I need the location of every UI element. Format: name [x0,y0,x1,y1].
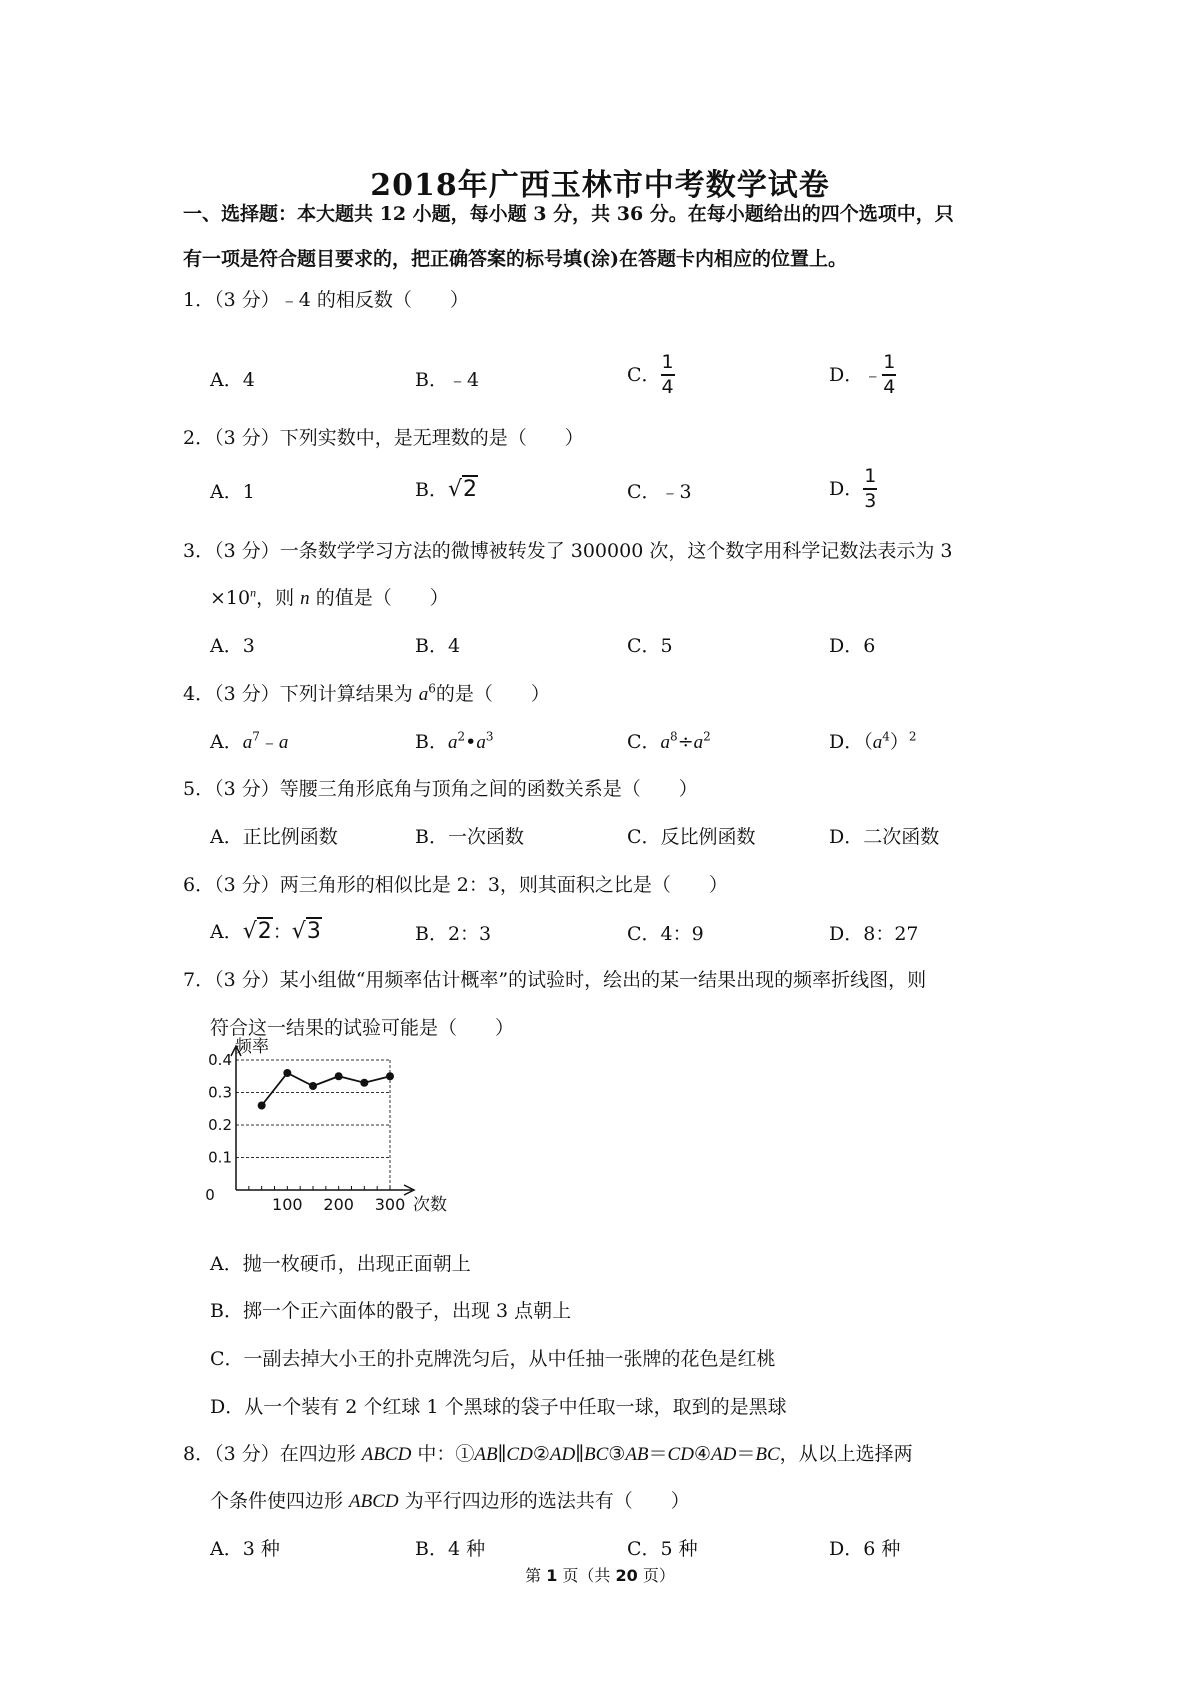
fraction: $\frac{1}{4}$ [883,351,896,398]
q4-option-b: B．$a^2•a^3$ [415,729,494,753]
y-tick-label: 0.4 [208,1051,232,1069]
y-tick-label: 0.3 [208,1083,232,1102]
origin-label: 0 [205,1186,215,1204]
q7-option-b: B．掷一个正六面体的骰子，出现 3 点朝上 [210,1300,572,1322]
q4-option-a: A．$a^7﹣a$ [210,729,289,753]
q3-option-c: C．5 [627,635,673,657]
frequency-line-chart [200,1037,447,1240]
data-point [309,1082,317,1090]
series-line [262,1073,390,1106]
sqrt-symbol: √2 [447,477,477,502]
question-6-stem: 6．（3 分）两三角形的相似比是 2：3，则其面积之比是（ ） [183,874,728,896]
data-point [335,1072,343,1080]
x-axis-label: 次数 [413,1195,447,1215]
q3-option-d: D．6 [829,635,876,657]
q6-option-d: D．8：27 [829,923,919,945]
q5-option-a: A．正比例函数 [210,826,338,848]
question-3-stem-line2: $\times 10^n$，则 n 的值是（ ） [210,585,449,609]
y-tick-label: 0.1 [208,1148,232,1167]
q1-option-b: B．﹣4 [415,369,480,391]
q4-option-c: C．$a^8\div a^2$ [627,729,711,753]
q8-option-d: D．6 种 [829,1538,901,1560]
question-3-stem-line1: 3．（3 分）一条数学学习方法的微博被转发了 300000 次，这个数字用科学记数法表示为 3 [183,540,953,562]
sqrt-symbol: √3 [291,919,321,944]
section-heading-line2: 有一项是符合题目要求的，把正确答案的标号填(涂)在答题卡内相应的位置上。 [183,248,847,270]
q5-option-b: B．一次函数 [415,826,524,848]
q1-option-c: C． $\frac{1}{4}$ [627,351,674,398]
q8-option-c: C．5 种 [627,1538,698,1560]
x-tick-label: 200 [323,1195,354,1214]
q2-option-c: C．﹣3 [627,481,692,503]
q6-option-c: C．4：9 [627,923,704,945]
q2-option-a: A．1 [210,481,255,503]
data-point [258,1102,266,1110]
question-7-stem-line1: 7．（3 分）某小组做“用频率估计概率”的试验时，绘出的某一结果出现的频率折线图，则 [183,969,927,991]
section-heading-line1: 一、选择题：本大题共 12 小题，每小题 3 分，共 36 分。在每小题给出的四个选项中，只 [183,203,954,225]
y-axis-label: 频率 [235,1037,269,1057]
question-2-stem: 2．（3 分）下列实数中，是无理数的是（ ） [183,427,584,449]
question-5-stem: 5．（3 分）等腰三角形底角与顶角之间的函数关系是（ ） [183,778,698,800]
q6-option-b: B．2：3 [415,923,492,945]
question-4-stem: 4．（3 分）下列计算结果为 $a^6$的是（ ） [183,681,550,705]
fraction: $\frac{1}{4}$ [661,351,674,398]
question-1-stem: 1．（3 分）﹣4 的相反数（ ） [183,289,469,311]
q7-option-d: D．从一个装有 2 个红球 1 个黑球的袋子中任取一球，取到的是黑球 [210,1396,787,1418]
data-point [386,1072,394,1080]
page-footer: 第 1 页（共 20 页） [525,1566,675,1585]
x-tick-label: 300 [374,1195,406,1214]
q8-option-b: B．4 种 [415,1538,486,1560]
sqrt-symbol: √2 [242,919,272,944]
q5-option-c: C．反比例函数 [627,826,756,848]
document-title: 2018年广西玉林市中考数学试卷 [370,168,830,203]
y-tick-label: 0.2 [208,1116,232,1134]
q7-option-c: C．一副去掉大小王的扑克牌洗匀后，从中任抽一张牌的花色是红桃 [210,1348,776,1370]
question-8-stem-line2: 个条件使四边形 ABCD 为平行四边形的选法共有（ ） [210,1490,690,1512]
q6-option-a: A．√2：√3 [210,919,321,944]
data-point [283,1069,291,1077]
q3-option-a: A．3 [210,635,255,657]
q1-option-d: D．﹣ $\frac{1}{4}$ [829,351,896,398]
x-tick-label: 100 [272,1195,303,1214]
q7-option-a: A．抛一枚硬币，出现正面朝上 [210,1253,471,1275]
q1-option-a: A．4 [210,369,255,391]
q5-option-d: D．二次函数 [829,826,940,848]
data-point [360,1079,368,1087]
fraction: $\frac{1}{3}$ [864,465,877,512]
q4-option-d: D．$(a^4)^2$ [829,729,917,753]
question-7-stem-line2: 符合这一结果的试验可能是（ ） [210,1017,515,1039]
q2-option-d: D． $\frac{1}{3}$ [829,465,877,512]
q8-option-a: A．3 种 [210,1538,280,1560]
q3-option-b: B．4 [415,635,461,657]
question-8-stem-line1: 8．（3 分）在四边形 ABCD 中：①AB∥CD②AD∥BC③AB＝CD④AD＝BC，从以上选择两 [183,1443,913,1465]
q2-option-b: B．√2 [415,477,477,502]
